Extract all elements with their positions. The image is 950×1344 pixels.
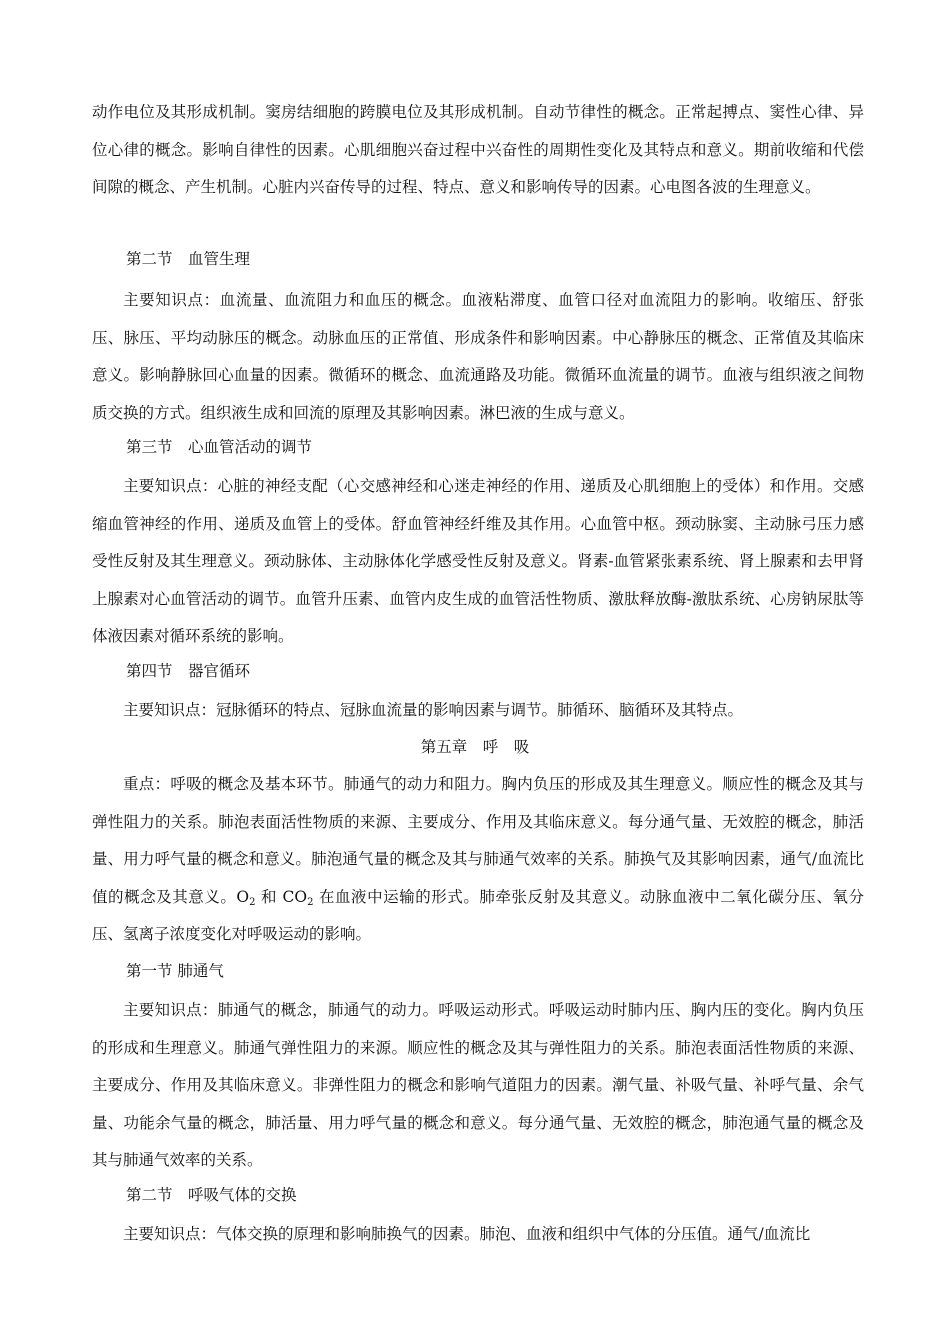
- paragraph-vascular-knowledge-points: 主要知识点：血流量、血流阻力和血压的概念。血液粘滞度、血管口径对血流阻力的影响。收缩压、舒张压、脉压、平均动脉压的概念。动脉血压的正常值、形成条件和影响因素。中心静脉压的概念、正常值及其临床意义。影响静脉回心血量的因素。微循环的概念、血流通路及功能。微循环血流量的调节。血液与组织液之间物质交换的方式。组织液生成和回流的原理及其影响因素。淋巴液的生成与意义。: [92, 291, 864, 422]
- chapter-title-respiration: 第五章 呼 吸: [420, 738, 530, 756]
- paragraph-regulation-knowledge-points: 主要知识点：心脏的神经支配（心交感神经和心迷走神经的作用、递质及心肌细胞上的受体）和作用。交感缩血管神经的作用、递质及血管上的受体。舒血管神经纤维及其作用。心血管中枢。颈动脉窦、主动脉弓压力感受性反射及其生理意义。颈动脉体、主动脉体化学感受性反射及意义。肾素-血管紧张素系统、肾上腺素和去甲肾上腺素对心血管活动的调节。血管升压素、血管内皮生成的血管活性物质、激肽释放酶-激肽系统、心房钠尿肽等体液因素对循环系统的影响。: [92, 477, 864, 645]
- section-heading-gas-exchange: 第二节 呼吸气体的交换: [126, 1186, 297, 1204]
- and-word: 和: [261, 887, 278, 906]
- section-heading-organ-circulation: 第四节 器官循环: [126, 662, 251, 680]
- section-heading-vascular-physiology: 第二节 血管生理: [126, 250, 251, 268]
- paragraph-ventilation-knowledge-points: 主要知识点：肺通气的概念，肺通气的动力。呼吸运动形式。呼吸运动时肺内压、胸内压的变化。胸内负压的形成和生理意义。肺通气弹性阻力的来源。顺应性的概念及其与弹性阻力的关系。肺泡表面活性物质的来源、主要成分、作用及其临床意义。非弹性阻力的概念和影响气道阻力的因素。潮气量、补吸气量、补呼气量、余气量、功能余气量的概念，肺活量、用力呼气量的概念和意义。每分通气量、无效腔的概念，肺泡通气量的概念及其与肺通气效率的关系。: [92, 1001, 864, 1169]
- paragraph-organ-circulation: 主要知识点：冠脉循环的特点、冠脉血流量的影响因素与调节。肺循环、脑循环及其特点。: [123, 701, 744, 719]
- section-heading-pulmonary-ventilation: 第一节 肺通气: [126, 962, 224, 980]
- key-points-text-continued: 在血液中运输的形式。肺牵张反射及其意义。动脉血液中二氧化碳分压、氧分压、氢离子浓度变化对呼吸运动的影响。: [92, 887, 864, 943]
- paragraph-gas-exchange-knowledge-points: 主要知识点：气体交换的原理和影响肺换气的因素。肺泡、血液和组织中气体的分压值。通气/血流比: [123, 1225, 811, 1243]
- paragraph-cardiac-electrophysiology: 动作电位及其形成机制。窦房结细胞的跨膜电位及其形成机制。自动节律性的概念。正常起搏点、窦性心律、异位心律的概念。影响自律性的因素。心肌细胞兴奋过程中兴奋性的周期性变化及其特点和意义。期前收缩和代偿间隙的概念、产生机制。心脏内兴奋传导的过程、特点、意义和影响传导的因素。心电图各波的生理意义。: [92, 103, 864, 196]
- paragraph-respiration-key-points: [92, 766, 864, 954]
- o2-formula: $O_2$: [236, 887, 256, 908]
- section-heading-cardiovascular-regulation: 第三节 心血管活动的调节: [126, 438, 313, 456]
- co2-formula: $CO_2$: [282, 887, 314, 908]
- key-points-text: 重点：呼吸的概念及基本环节。肺通气的动力和阻力。胸内负压的形成及其生理意义。顺应性的概念及其与弹性阻力的关系。肺泡表面活性物质的来源、主要成分、作用及其临床意义。每分通气量、无效腔的概念，肺活量、用力呼气量的概念和意义。肺泡通气量的概念及其与肺通气效率的关系。肺换气及其影响因素，通气/血流比值的概念及其意义。: [92, 775, 864, 906]
